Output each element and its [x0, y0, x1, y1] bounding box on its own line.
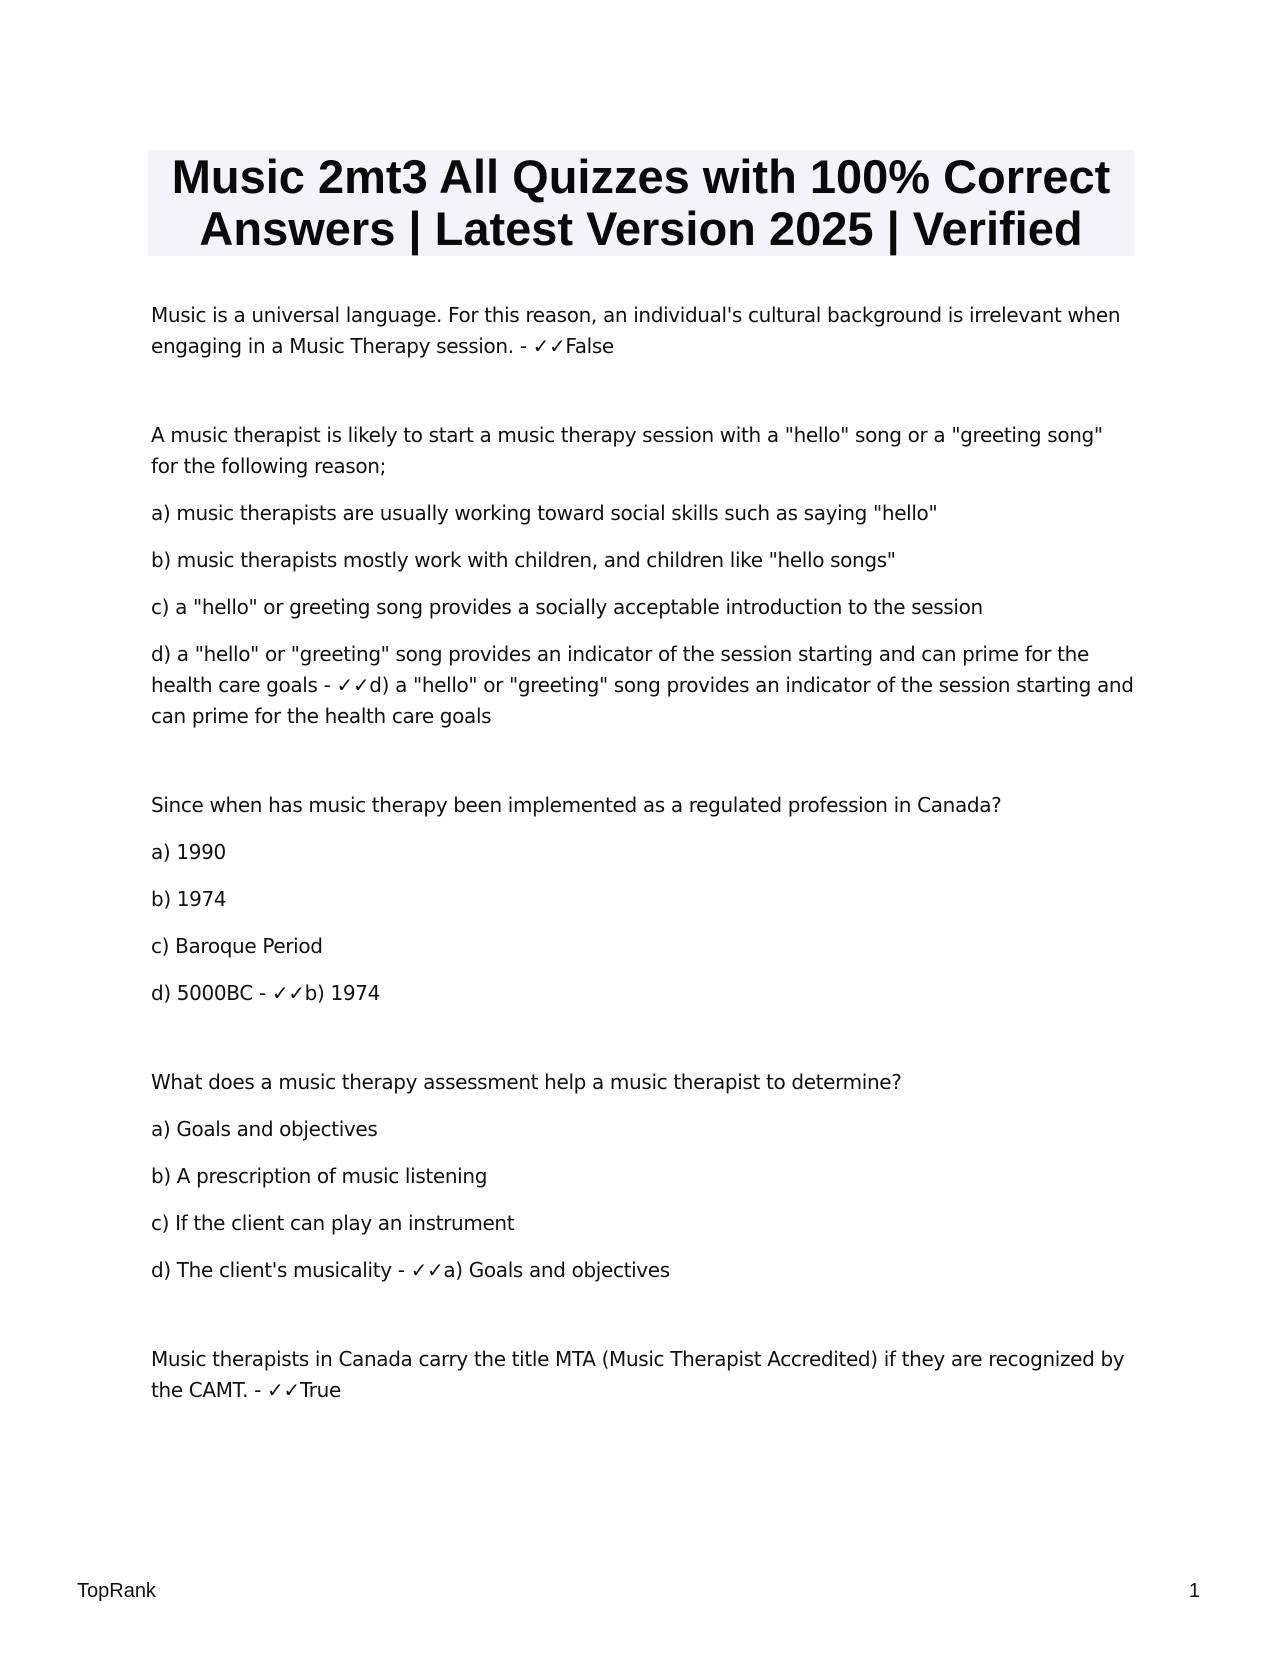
question-block [151, 1344, 1135, 1406]
answer-option: c) If the client can play an instrument [151, 1211, 515, 1235]
answer-option-with-key: d) The client's musicality - ✓✓a) Goals and objectives [151, 1258, 670, 1282]
question-text: Music is a universal language. For this reason, an individual's cultural background is irrelevant when engaging in a Music Therapy session. - ✓✓False [151, 303, 1121, 358]
question-block [151, 300, 1135, 362]
quiz-content [151, 300, 1135, 1464]
title-line-2: Answers | Latest Version 2025 | Verified [199, 202, 1083, 255]
answer-option: a) 1990 [151, 840, 226, 864]
answer-option: c) Baroque Period [151, 934, 323, 958]
answer-option-with-key: d) 5000BC - ✓✓b) 1974 [151, 981, 380, 1005]
question-block [151, 420, 1135, 732]
answer-option: b) A prescription of music listening [151, 1164, 488, 1188]
question-text: A music therapist is likely to start a music therapy session with a "hello" song or a "greeting song" for the following reason; [151, 423, 1103, 478]
document-title [148, 150, 1134, 256]
footer-brand: TopRank [77, 1580, 156, 1602]
question-text: Since when has music therapy been implemented as a regulated profession in Canada? [151, 793, 1002, 817]
answer-option: b) music therapists mostly work with children, and children like "hello songs" [151, 548, 896, 572]
answer-option: a) Goals and objectives [151, 1117, 378, 1141]
title-line-1: Music 2mt3 All Quizzes with 100% Correct [171, 150, 1111, 203]
question-block [151, 790, 1135, 1009]
page-number: 1 [1188, 1580, 1200, 1602]
answer-option: b) 1974 [151, 887, 227, 911]
question-block [151, 1067, 1135, 1286]
question-text: Music therapists in Canada carry the title MTA (Music Therapist Accredited) if they are recognized by the CAMT. - ✓✓True [151, 1347, 1125, 1402]
answer-option-with-key: d) a "hello" or "greeting" song provides an indicator of the session starting and can prime for the health care goals - ✓✓d) a "hello" or "greeting" song provides an indicator of the session starting and can prime for the health care goals [151, 642, 1134, 728]
answer-option: a) music therapists are usually working toward social skills such as saying "hello" [151, 501, 938, 525]
question-text: What does a music therapy assessment help a music therapist to determine? [151, 1070, 902, 1094]
answer-option: c) a "hello" or greeting song provides a socially acceptable introduction to the session [151, 595, 983, 619]
